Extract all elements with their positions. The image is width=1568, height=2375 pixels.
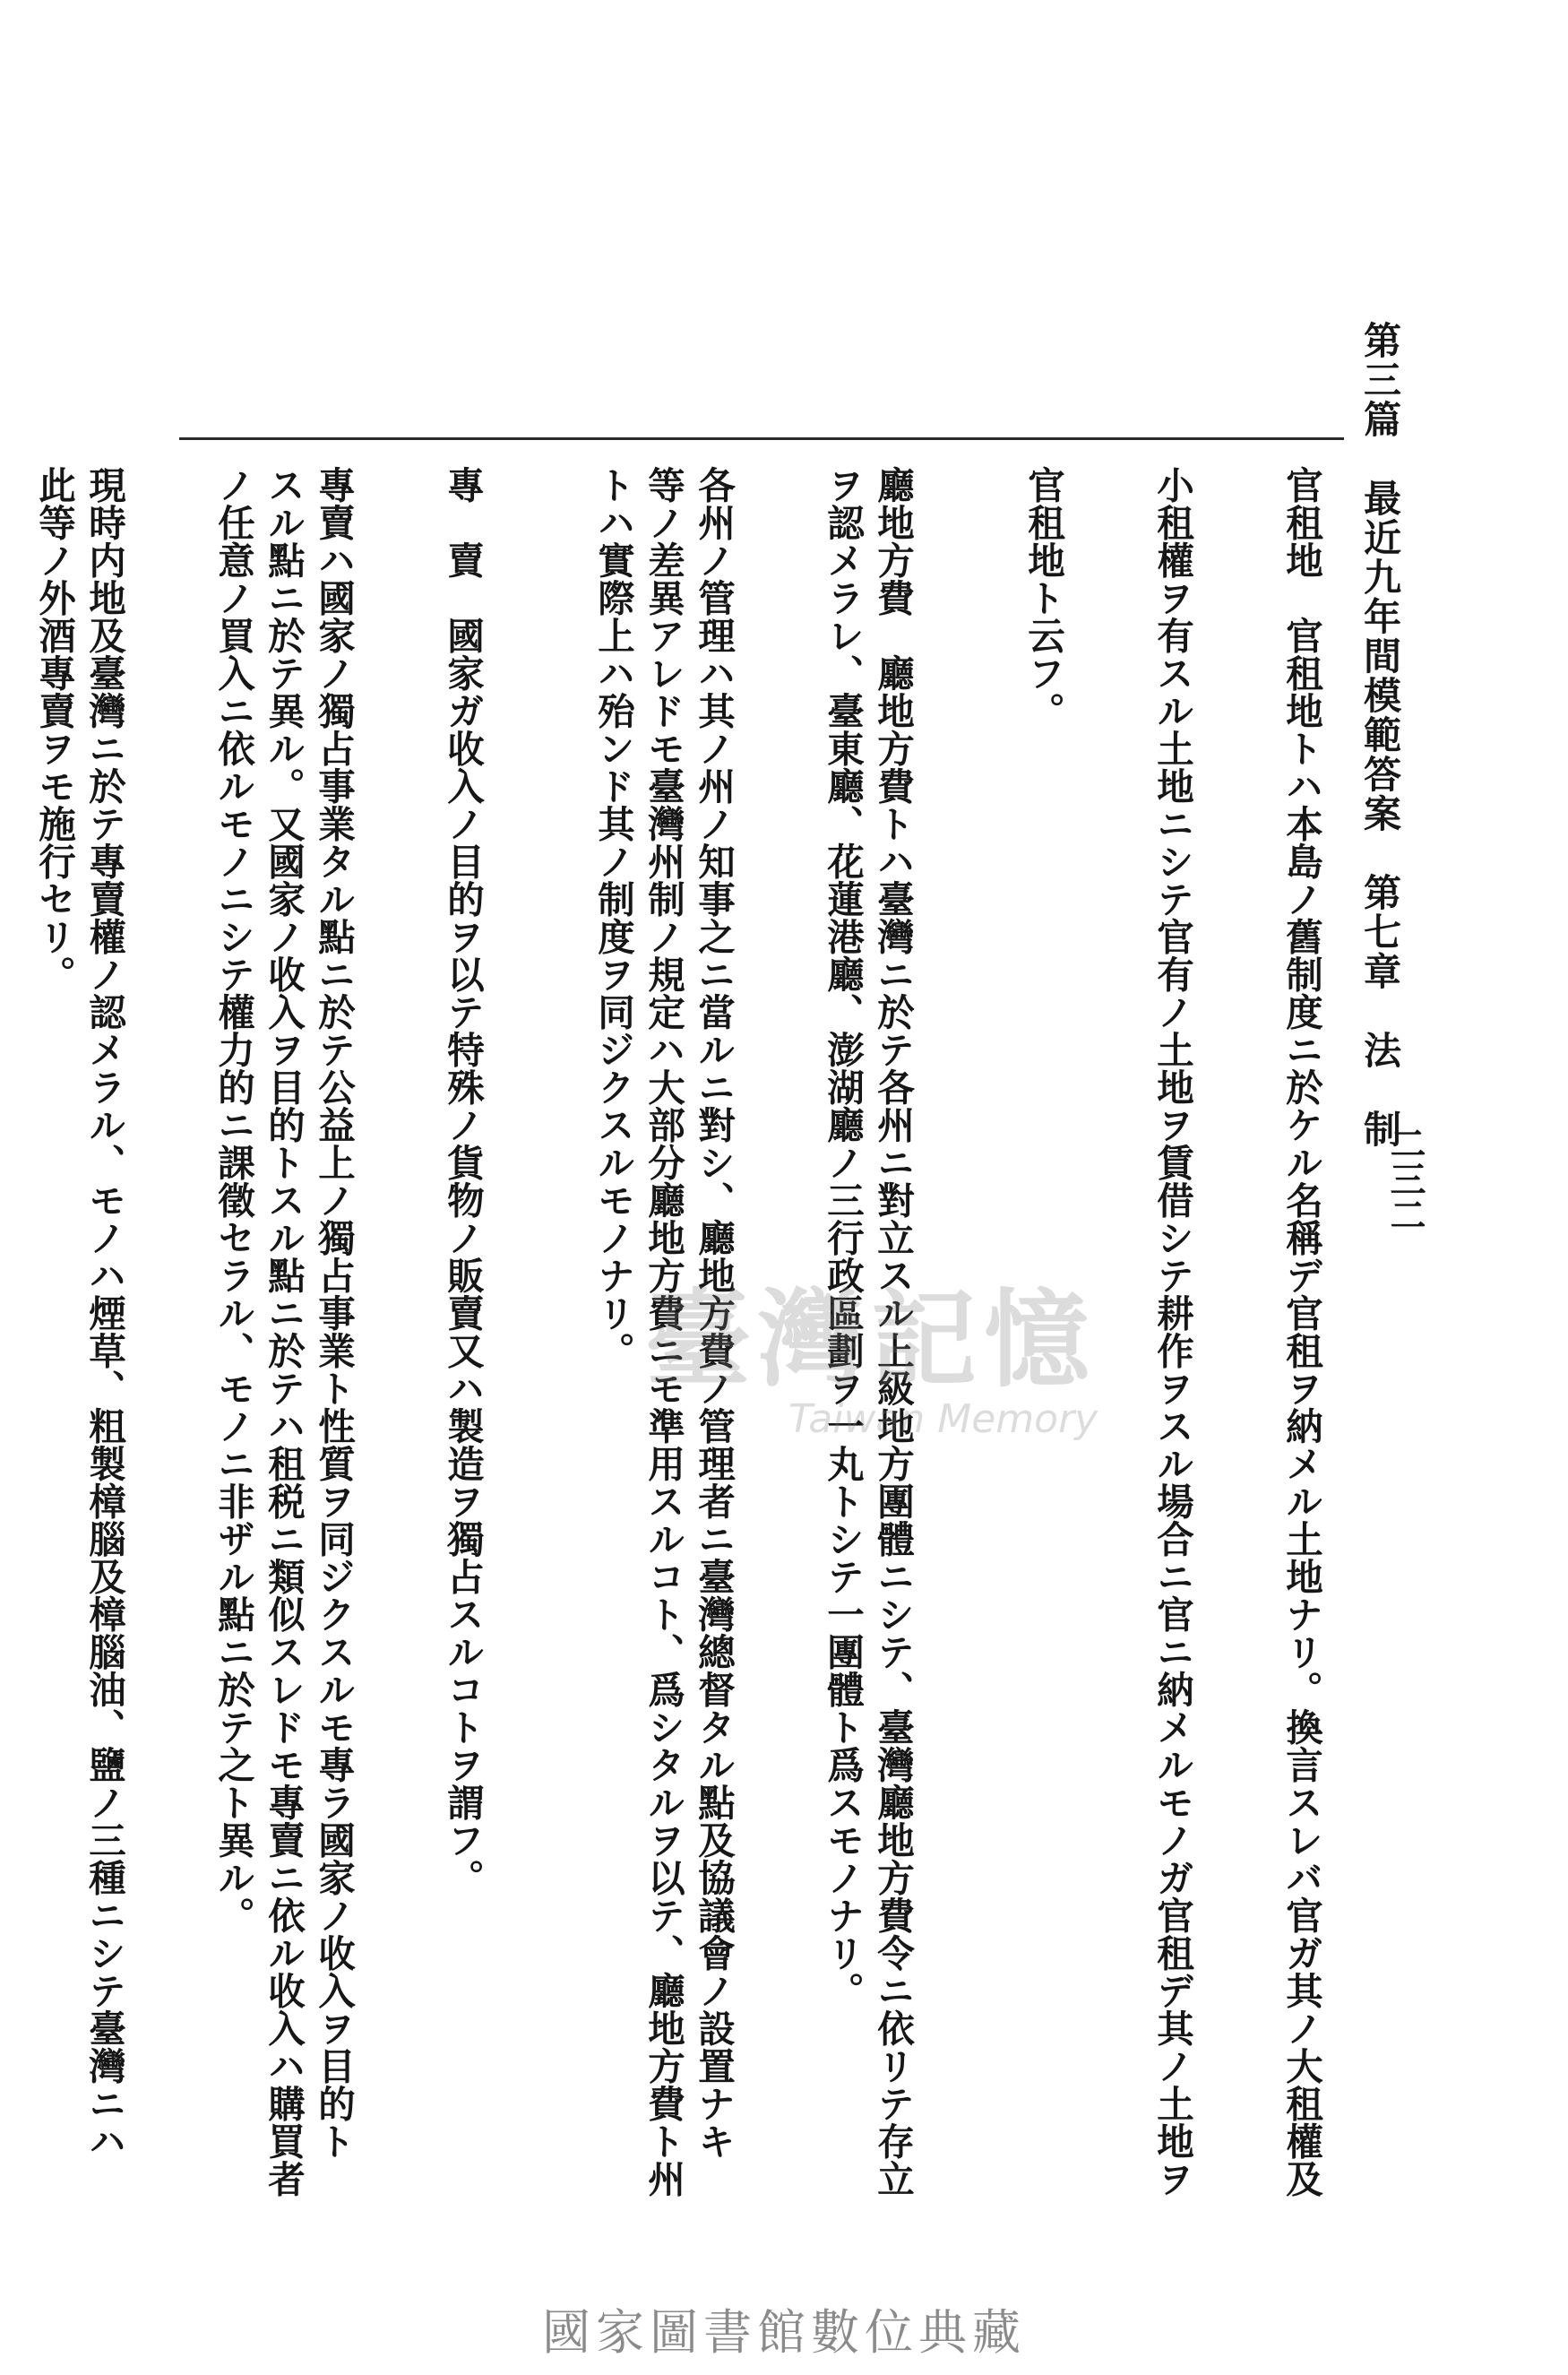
text-column: 官租地ト云フ。 <box>1021 466 1065 730</box>
entry-senbai-line-1: 專 賣 國家ガ收入ノ目的ヲ以テ特殊ノ貨物ノ販賣又ハ製造ヲ獨占スルコトヲ謂フ。 <box>441 466 485 1896</box>
header-rule <box>179 437 1344 440</box>
entry-chohoho-line-1: 廳地方費 廳地方費トハ臺灣ニ於テ各州ニ對立スル上級地方團體ニシテ、臺灣廳地方費令ニ依リテ存立 <box>871 466 915 2198</box>
page-number: 二三二 <box>1384 1125 1426 1232</box>
text-column: 等ノ差異アレドモ臺灣州制ノ規定ハ大部分廳地方費ニモ準用スルコト、爲シタルヲ以テ、廳地方費ト州 <box>642 466 685 2198</box>
text-column: 專賣ハ國家ノ獨占事業タル點ニ於テ公益上ノ獨占事業ト性質ヲ同ジクスルモ專ラ國家ノ收入ヲ目的ト <box>312 466 356 2160</box>
watermark-english: Taiwan Memory <box>788 1396 1098 1442</box>
text-column: トハ實際上ハ殆ンド其ノ制度ヲ同ジクスルモノナリ。 <box>591 466 635 1369</box>
text-column: ヲ認メラレ、臺東廳、花蓮港廳、澎湖廳ノ三行政區劃ヲ一丸トシテ一團體ト爲スモノナリ。 <box>821 466 865 2009</box>
text-column: 各州ノ管理ハ其ノ州ノ知事之ニ當ルニ對シ、廳地方費ノ管理者ニ臺灣總督タル點及協議會ノ設置ナキ <box>692 466 736 2160</box>
text-column: 此等ノ外酒專賣ヲモ施行セリ。 <box>32 466 76 993</box>
text-column: 現時内地及臺灣ニ於テ專賣權ノ認メラル、モノハ煙草、粗製樟腦及樟腦油、鹽ノ三種ニシテ臺灣ニハ <box>82 466 126 2160</box>
entry-kansochi-line-1: 官租地 官租地トハ本島ノ舊制度ニ於ケル名稱デ官租ヲ納メル土地ナリ。換言スレバ官ガ其ノ大租權及 <box>1279 466 1323 2198</box>
watermark-chinese: 臺灣記憶 <box>645 1277 1098 1402</box>
text-column: スル點ニ於テ異ル。又國家ノ收入ヲ目的トスル點ニ於テハ租税ニ類似スレドモ專賣ニ依ル收入ハ購買者 <box>262 466 306 2198</box>
library-footer: 國家圖書館數位典藏 <box>542 2304 1026 2361</box>
text-column: 小租權ヲ有スル土地ニシテ官有ノ土地ヲ賃借シテ耕作ヲスル場合ニ官ニ納メルモノガ官租デ其ノ土地ヲ <box>1150 466 1194 2198</box>
text-column: ノ任意ノ買入ニ依ルモノニシテ權力的ニ課徵セラル、モノニ非ザル點ニ於テ之ト異ル。 <box>211 466 255 1934</box>
running-head: 第三篇 最近九年間模範答案 第七章 法 制 <box>1358 321 1402 1149</box>
page-body <box>0 466 1326 2241</box>
